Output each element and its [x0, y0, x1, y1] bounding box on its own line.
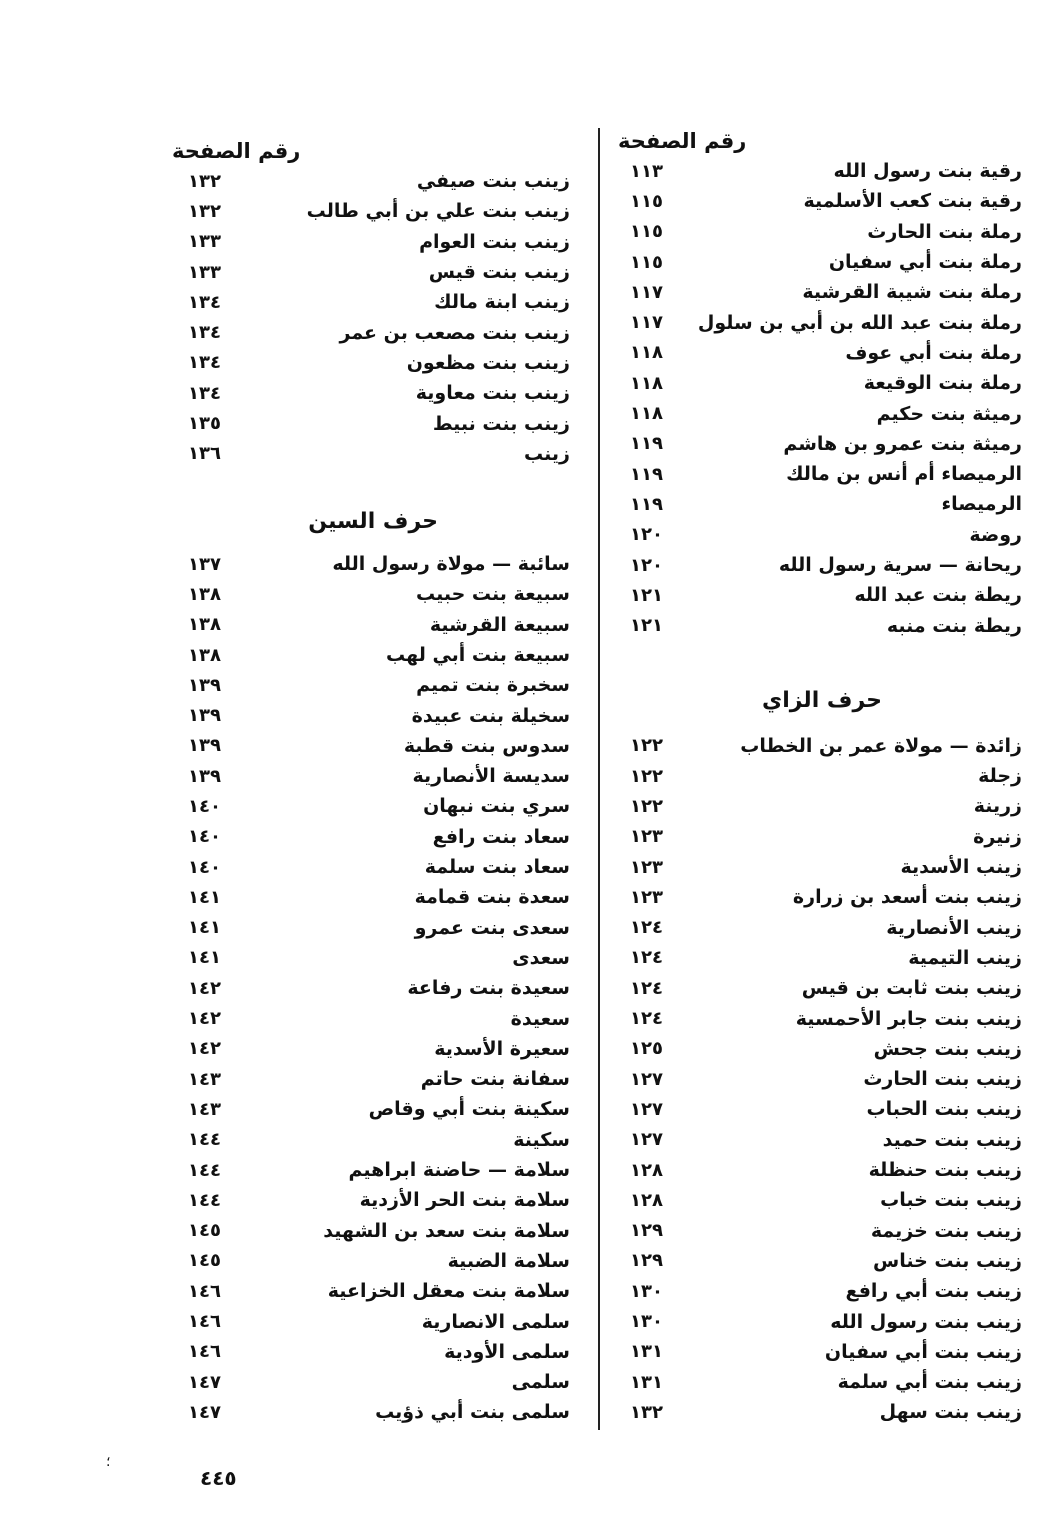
entry-page-number: ١٣١	[630, 1371, 663, 1393]
entry-page-number: ١٤٧	[188, 1401, 221, 1423]
right-column	[612, 126, 1032, 1428]
entry-name: سبيعة القرشية	[429, 613, 570, 636]
entry-page-number: ١٢٧	[630, 1129, 663, 1151]
index-entry	[160, 227, 590, 257]
entry-page-number: ١٢٧	[630, 1098, 663, 1120]
index-entry	[612, 1367, 1032, 1397]
entry-name: سلامة — حاضنة ابراهيم	[348, 1159, 570, 1182]
entry-name: سعاد بنت رافع	[432, 825, 570, 848]
entry-name: سكينة بنت أبي وقاص	[368, 1098, 570, 1121]
entry-name: زينب بنت صيفي	[416, 170, 570, 193]
index-entry	[612, 913, 1032, 943]
entry-name: زينب بنت معاوية	[415, 382, 570, 405]
entry-page-number: ١٢٥	[630, 1038, 663, 1060]
entry-page-number: ١٢٣	[630, 856, 663, 878]
index-entry	[612, 761, 1032, 791]
entry-name: زينب بنت الحباب	[866, 1098, 1022, 1121]
index-entry	[160, 913, 590, 943]
index-entry	[612, 1064, 1032, 1094]
index-entry	[612, 1216, 1032, 1246]
index-entry	[160, 1064, 590, 1094]
index-entry	[160, 348, 590, 378]
column-divider	[598, 128, 600, 1430]
index-entry	[160, 1155, 590, 1185]
index-entry	[160, 1306, 590, 1336]
entry-page-number: ١٤٦	[188, 1341, 221, 1363]
index-entry	[160, 1276, 590, 1306]
index-entry	[160, 700, 590, 730]
entry-name: زينب بنت خزيمة	[870, 1219, 1022, 1242]
index-entry	[160, 287, 590, 317]
entry-name: سلامة الضبية	[447, 1249, 570, 1272]
entry-page-number: ١١٥	[630, 221, 663, 243]
index-entry	[160, 378, 590, 408]
entry-name: زينب بنت الحارث	[863, 1068, 1022, 1091]
entry-name: رملة بنت أبي عوف	[845, 341, 1022, 364]
entry-page-number: ١٣٢	[188, 200, 221, 222]
index-entry	[160, 1337, 590, 1367]
section-title-zay: حرف الزاي	[762, 687, 882, 713]
entry-name: زينب بنت مظعون	[406, 351, 570, 374]
entry-page-number: ١٤١	[188, 947, 221, 969]
left-column-header: رقم الصفحة	[172, 139, 301, 163]
entry-page-number: ١٢٤	[630, 977, 663, 999]
entry-name: سعيدة	[510, 1007, 570, 1030]
entry-name: رقية بنت كعب الأسلمية	[803, 190, 1022, 213]
entry-page-number: ١١٥	[630, 251, 663, 273]
index-entry	[160, 791, 590, 821]
index-entry	[160, 731, 590, 761]
index-entry	[612, 338, 1032, 368]
index-entry	[612, 520, 1032, 550]
entry-name: زينب بنت علي بن أبي طالب	[306, 200, 570, 223]
entry-name: سعيدة بنت رفاعة	[407, 977, 570, 1000]
entry-name: رملة بنت أبي سفيان	[828, 251, 1022, 274]
entry-page-number: ١٣٩	[188, 765, 221, 787]
index-entry	[612, 398, 1032, 428]
entry-name: رملة بنت الحارث	[867, 220, 1022, 243]
index-entry	[612, 731, 1032, 761]
entry-page-number: ١٤٤	[188, 1129, 221, 1151]
entry-name: رميثة بنت حكيم	[876, 402, 1022, 425]
index-entry	[160, 640, 590, 670]
index-entry	[612, 791, 1032, 821]
index-entry	[160, 408, 590, 438]
index-entry	[160, 166, 590, 196]
entry-name: الرميصاء أم أنس بن مالك	[786, 463, 1022, 486]
right-entries-b	[612, 731, 1032, 1428]
entry-page-number: ١٣٢	[188, 170, 221, 192]
entry-page-number: ١٢٢	[630, 795, 663, 817]
entry-page-number: ١٢٨	[630, 1159, 663, 1181]
margin-mark: ؛	[106, 1454, 111, 1470]
entry-name: زينب بنت سهل	[879, 1401, 1022, 1424]
left-column	[160, 136, 590, 1428]
entry-name: سلمى الانصارية	[421, 1310, 570, 1333]
entry-name: ريطة بنت منبه	[886, 614, 1022, 637]
entry-name: سعاد بنت سلمة	[424, 856, 570, 879]
entry-name: رملة بنت عبد الله بن أبي بن سلول	[697, 311, 1022, 334]
entry-name: رقية بنت رسول الله	[833, 160, 1022, 183]
index-entry	[160, 670, 590, 700]
index-entry	[612, 307, 1032, 337]
entry-name: سفانة بنت حاتم	[420, 1068, 570, 1091]
entry-page-number: ١٤٣	[188, 1098, 221, 1120]
entry-name: زينب بنت جحش	[873, 1037, 1022, 1060]
entry-name: زينب بنت رسول الله	[830, 1310, 1022, 1333]
index-entry	[160, 196, 590, 226]
left-entries-a	[160, 166, 590, 469]
index-entry	[160, 317, 590, 347]
entry-name: زينب بنت أبي رافع	[845, 1280, 1022, 1303]
entry-page-number: ١٣٧	[188, 553, 221, 575]
entry-name: زرينة	[973, 795, 1022, 818]
index-entry	[612, 580, 1032, 610]
entry-name: رملة بنت الوقيعة	[863, 372, 1022, 395]
index-entry	[160, 1216, 590, 1246]
entry-page-number: ١٢٢	[630, 765, 663, 787]
right-entries-a	[612, 156, 1032, 641]
entry-page-number: ١٣٨	[188, 583, 221, 605]
entry-name: زينب الأسدية	[900, 856, 1022, 879]
entry-name: زينب بنت قيس	[428, 261, 570, 284]
entry-page-number: ١١٩	[630, 433, 663, 455]
entry-page-number: ١١٩	[630, 463, 663, 485]
entry-name: روضة	[969, 523, 1022, 546]
entry-page-number: ١٢٣	[630, 826, 663, 848]
index-entry	[160, 1185, 590, 1215]
entry-name: سبيعة بنت حبيب	[416, 583, 570, 606]
entry-name: زينب بنت جابر الأحمسية	[795, 1007, 1022, 1030]
entry-page-number: ١٢٤	[630, 917, 663, 939]
entry-page-number: ١٢٣	[630, 886, 663, 908]
entry-name: زينب بنت ثابت بن قيس	[801, 977, 1022, 1000]
entry-page-number: ١٣٤	[188, 352, 221, 374]
entry-page-number: ١٣٠	[630, 1280, 663, 1302]
entry-page-number: ١١٩	[630, 493, 663, 515]
entry-page-number: ١٣٩	[188, 705, 221, 727]
entry-page-number: ١٢٤	[630, 947, 663, 969]
right-column-header: رقم الصفحة	[618, 129, 747, 153]
index-entry	[612, 973, 1032, 1003]
entry-page-number: ١١٧	[630, 281, 663, 303]
entry-page-number: ١٤٠	[188, 856, 221, 878]
index-entry	[612, 489, 1032, 519]
entry-page-number: ١٤٦	[188, 1280, 221, 1302]
entry-name: سعدى	[512, 946, 570, 969]
index-entry	[160, 549, 590, 579]
entry-name: زينب بنت مصعب بن عمر	[339, 321, 570, 344]
index-entry	[160, 882, 590, 912]
index-entry	[612, 1306, 1032, 1336]
entry-page-number: ١٣٩	[188, 735, 221, 757]
entry-page-number: ١٤١	[188, 886, 221, 908]
entry-name: سكينة	[513, 1128, 570, 1151]
index-entry	[160, 579, 590, 609]
entry-page-number: ١٤٠	[188, 826, 221, 848]
entry-page-number: ١٣٤	[188, 322, 221, 344]
entry-name: زينب	[524, 442, 570, 465]
left-entries-b	[160, 549, 590, 1428]
entry-page-number: ١٣٨	[188, 644, 221, 666]
entry-name: زينب ابنة مالك	[434, 291, 570, 314]
entry-page-number: ١٤٢	[188, 1008, 221, 1030]
index-entry	[160, 1367, 590, 1397]
entry-name: زينب بنت أبي سلمة	[837, 1371, 1022, 1394]
entry-page-number: ١٣٥	[188, 413, 221, 435]
entry-name: سعدة بنت قمامة	[414, 886, 570, 909]
entry-name: زينب بنت العوام	[419, 230, 570, 253]
index-entry	[612, 247, 1032, 277]
entry-page-number: ١٢٠	[630, 524, 663, 546]
entry-name: ريحانة — سرية رسول الله	[778, 554, 1022, 576]
entry-name: سلمى بنت أبي ذؤيب	[375, 1401, 570, 1424]
entry-page-number: ١٣٠	[630, 1311, 663, 1333]
entry-page-number: ١٢١	[630, 584, 663, 606]
entry-name: سديسة الأنصارية	[412, 765, 570, 788]
entry-page-number: ١٣٩	[188, 674, 221, 696]
entry-page-number: ١٤٢	[188, 1038, 221, 1060]
index-entry	[160, 852, 590, 882]
index-entry	[612, 550, 1032, 580]
index-entry	[160, 973, 590, 1003]
index-entry	[612, 943, 1032, 973]
entry-name: زائدة — مولاة عمر بن الخطاب	[740, 734, 1022, 757]
entry-page-number: ١١٨	[630, 403, 663, 425]
entry-page-number: ١٣٤	[188, 291, 221, 313]
entry-name: سري بنت نبهان	[423, 795, 570, 818]
entry-name: سعدى بنت عمرو	[414, 916, 570, 939]
entry-name: سلامة بنت معقل الخزاعية	[327, 1280, 570, 1303]
entry-name: زينب الأنصارية	[886, 916, 1022, 939]
index-entry	[160, 1034, 590, 1064]
index-entry	[612, 368, 1032, 398]
entry-page-number: ١٤٥	[188, 1220, 221, 1242]
entry-name: سخيلة بنت عبيدة	[411, 704, 570, 727]
entry-name: سائبة — مولاة رسول الله	[332, 553, 570, 576]
index-entry	[160, 943, 590, 973]
entry-name: رملة بنت شيبة القرشية	[802, 281, 1022, 304]
page-number: ٤٤٥	[200, 1466, 237, 1490]
entry-page-number: ١١٧	[630, 312, 663, 334]
entry-page-number: ١٤٣	[188, 1068, 221, 1090]
index-entry	[612, 277, 1032, 307]
entry-name: زينب بنت أسعد بن زرارة	[792, 886, 1022, 909]
index-entry	[612, 1155, 1032, 1185]
entry-name: زنيرة	[973, 825, 1022, 848]
entry-name: سلامة بنت سعد بن الشهيد	[323, 1219, 570, 1242]
entry-page-number: ١٢١	[630, 615, 663, 637]
index-entry	[612, 429, 1032, 459]
entry-name: زينب بنت خناس	[873, 1249, 1022, 1272]
entry-name: زينب بنت حنظلة	[868, 1159, 1022, 1182]
index-entry	[612, 1003, 1032, 1033]
index-entry	[612, 882, 1032, 912]
index-entry	[160, 439, 590, 469]
index-entry	[160, 822, 590, 852]
entry-page-number: ١٢٨	[630, 1189, 663, 1211]
entry-page-number: ١٢٩	[630, 1220, 663, 1242]
index-entry	[612, 1094, 1032, 1124]
index-entry	[612, 1246, 1032, 1276]
entry-name: زينب التيمية	[908, 946, 1022, 969]
entry-page-number: ١١٥	[630, 190, 663, 212]
entry-name: زينب بنت حميد	[882, 1128, 1022, 1151]
entry-page-number: ١٣٨	[188, 614, 221, 636]
section-title-seen: حرف السين	[308, 508, 438, 534]
index-entry	[160, 1397, 590, 1427]
entry-name: زجلة	[978, 765, 1022, 788]
entry-name: الرميصاء	[941, 493, 1022, 516]
index-entry	[612, 186, 1032, 216]
index-entry	[612, 156, 1032, 186]
index-entry	[612, 1276, 1032, 1306]
index-entry	[160, 1003, 590, 1033]
entry-page-number: ١٣٦	[188, 443, 221, 465]
index-entry	[612, 459, 1032, 489]
entry-page-number: ١٣٣	[188, 261, 221, 283]
index-entry	[612, 610, 1032, 640]
entry-page-number: ١٣٣	[188, 231, 221, 253]
entry-page-number: ١٣١	[630, 1341, 663, 1363]
index-entry	[612, 852, 1032, 882]
index-entry	[612, 1034, 1032, 1064]
entry-page-number: ١٤٦	[188, 1311, 221, 1333]
entry-name: زينب بنت أبي سفيان	[824, 1340, 1022, 1363]
entry-page-number: ١٤٠	[188, 795, 221, 817]
entry-page-number: ١١٨	[630, 342, 663, 364]
index-entry	[612, 217, 1032, 247]
index-entry	[160, 1094, 590, 1124]
entry-name: سلمى	[511, 1371, 570, 1394]
entry-name: ريطة بنت عبد الله	[854, 584, 1022, 607]
index-entry	[160, 257, 590, 287]
index-entry	[160, 1125, 590, 1155]
entry-name: زينب بنت خباب	[880, 1189, 1022, 1212]
index-entry	[160, 761, 590, 791]
index-entry	[612, 822, 1032, 852]
entry-page-number: ١١٣	[630, 160, 663, 182]
entry-page-number: ١٤٤	[188, 1159, 221, 1181]
entry-name: زينب بنت نبيط	[432, 412, 570, 435]
entry-page-number: ١٤٢	[188, 977, 221, 999]
entry-page-number: ١١٨	[630, 372, 663, 394]
index-entry	[160, 1246, 590, 1276]
entry-name: سبيعة بنت أبي لهب	[386, 644, 570, 666]
index-entry	[612, 1185, 1032, 1215]
entry-name: سعيرة الأسدية	[434, 1037, 570, 1060]
entry-name: سدوس بنت قطبة	[403, 734, 570, 757]
entry-page-number: ١٣٢	[630, 1401, 663, 1423]
entry-page-number: ١٤١	[188, 917, 221, 939]
entry-page-number: ١٤٧	[188, 1371, 221, 1393]
entry-name: رميثة بنت عمرو بن هاشم	[783, 432, 1022, 455]
entry-page-number: ١٢٤	[630, 1008, 663, 1030]
index-entry	[612, 1337, 1032, 1367]
index-entry	[160, 610, 590, 640]
index-entry	[612, 1397, 1032, 1427]
entry-page-number: ١٢٢	[630, 735, 663, 757]
entry-page-number: ١٣٤	[188, 382, 221, 404]
entry-page-number: ١٢٠	[630, 554, 663, 576]
entry-page-number: ١٤٤	[188, 1189, 221, 1211]
index-entry	[612, 1125, 1032, 1155]
entry-name: سخبرة بنت تميم	[416, 674, 570, 697]
entry-page-number: ١٢٧	[630, 1068, 663, 1090]
entry-page-number: ١٤٥	[188, 1250, 221, 1272]
entry-name: سلمى الأودية	[444, 1340, 570, 1363]
entry-page-number: ١٢٩	[630, 1250, 663, 1272]
entry-name: سلامة بنت الحر الأزدية	[359, 1189, 570, 1212]
